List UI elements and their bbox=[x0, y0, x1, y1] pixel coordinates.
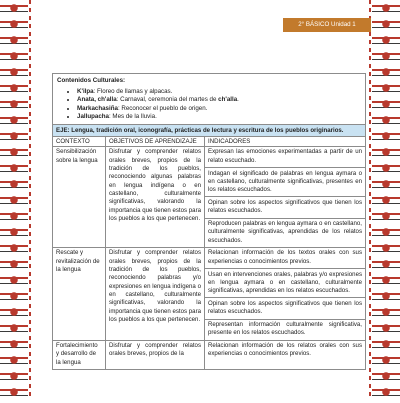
column-header-context: CONTEXTO bbox=[53, 136, 106, 146]
cultural-term: Jallupacha bbox=[77, 113, 109, 121]
cultural-desc: : Mes de la lluvia. bbox=[108, 113, 157, 121]
objective-cell: Disfrutar y comprender relatos orales breves, propios de la bbox=[106, 340, 205, 369]
table-row bbox=[53, 146, 366, 247]
decorative-border-left bbox=[0, 0, 28, 400]
document-body bbox=[52, 73, 366, 403]
cultural-term: Anata, ch'alla bbox=[77, 96, 117, 104]
cultural-contents-box bbox=[52, 73, 366, 124]
objective-cell: Disfrutar y comprender relatos orales breves, propios de la tradición de los pueblos, reconociendo algunas palabras en lengua indígena o en castellano, culturalmente significativas, valorando la importancia que tienen estos para los pueblos a los que pertenecen. bbox=[106, 146, 205, 247]
indicator-item: Reproducen palabras en lengua aymara o en castellano, culturalmente significativas, aprendidas de los relatos escuchados. bbox=[208, 220, 362, 244]
cultural-desc: : Reconocer el pueblo de origen. bbox=[117, 104, 208, 112]
column-header-objectives: OBJETIVOS DE APRENDIZAJE bbox=[106, 136, 205, 146]
cultural-desc: : Carnaval, ceremonia del martes de bbox=[116, 96, 219, 104]
table-header-row bbox=[53, 136, 366, 146]
objective-cell: Disfrutar y comprender relatos orales breves, propios de la tradición de los pueblos, reconociendo palabras y/o expresiones en lengua indígena o en castellano, culturalmente significativas, valorando la importancia que tienen estos para los pueblos a los que pertenecen. bbox=[106, 247, 205, 340]
decorative-border-right bbox=[372, 0, 400, 400]
cultural-term: Markachasiña bbox=[77, 104, 118, 112]
cultural-contents-list bbox=[57, 88, 361, 122]
indicators-cell bbox=[205, 340, 366, 369]
column-header-indicators: INDICADORES bbox=[205, 136, 366, 146]
context-cell: Fortalecimiento y desarrollo de la lengua bbox=[53, 340, 106, 369]
cultural-item bbox=[77, 113, 361, 122]
indicator-item: Opinan sobre los aspectos significativos que tienen los relatos escuchados. bbox=[205, 197, 365, 218]
decorative-border-left-edge bbox=[29, 0, 31, 400]
eje-banner: EJE: Lengua, tradición oral, iconografía, prácticas de lectura y escritura de los pueblos originarios. bbox=[52, 124, 366, 136]
indicator-item: Expresan las emociones experimentadas a partir de un relato escuchado. bbox=[205, 147, 365, 168]
table-row bbox=[53, 340, 366, 369]
indicator-item: Representan información culturalmente significativa, presente en los relatos escuchados. bbox=[208, 321, 362, 337]
cultural-contents-title: Contenidos Culturales: bbox=[57, 77, 126, 84]
cultural-desc: : Floreo de llamas y alpacas. bbox=[93, 87, 173, 95]
curriculum-table bbox=[52, 136, 366, 370]
cultural-term: K'ilpa bbox=[77, 87, 94, 95]
context-cell: Rescate y revitalización de la lengua bbox=[53, 247, 106, 340]
indicators-cell bbox=[205, 247, 366, 340]
cultural-item bbox=[77, 105, 361, 114]
cultural-item bbox=[77, 88, 361, 97]
cultural-item bbox=[77, 96, 361, 105]
unit-label: 2° BÁSICO Unidad 1 bbox=[283, 18, 371, 32]
table-row bbox=[53, 247, 366, 340]
indicator-item: Relacionan información de los textos orales con sus experiencias o conocimientos previos. bbox=[205, 248, 365, 269]
indicator-item: Relacionan información de los relatos orales con sus experiencias o conocimientos previos. bbox=[208, 342, 362, 358]
decorative-border-right-edge bbox=[369, 0, 371, 400]
cultural-desc-end: . bbox=[237, 96, 239, 104]
indicator-item: Indagan el significado de palabras en lengua aymara o en castellano, culturalmente significativas, presentes en los relatos escuchados. bbox=[205, 168, 365, 197]
context-cell: Sensibilización sobre la lengua bbox=[53, 146, 106, 247]
cultural-term: ch'alla bbox=[218, 96, 238, 104]
indicators-cell bbox=[205, 146, 366, 247]
indicator-item: Usan en intervenciones orales, palabras y/o expresiones en lengua aymara o en castellano, culturalmente significativas, aprendidas en los relatos escuchados. bbox=[205, 269, 365, 298]
indicator-item: Opinan sobre los aspectos significativos que tienen los relatos escuchados. bbox=[205, 298, 365, 319]
